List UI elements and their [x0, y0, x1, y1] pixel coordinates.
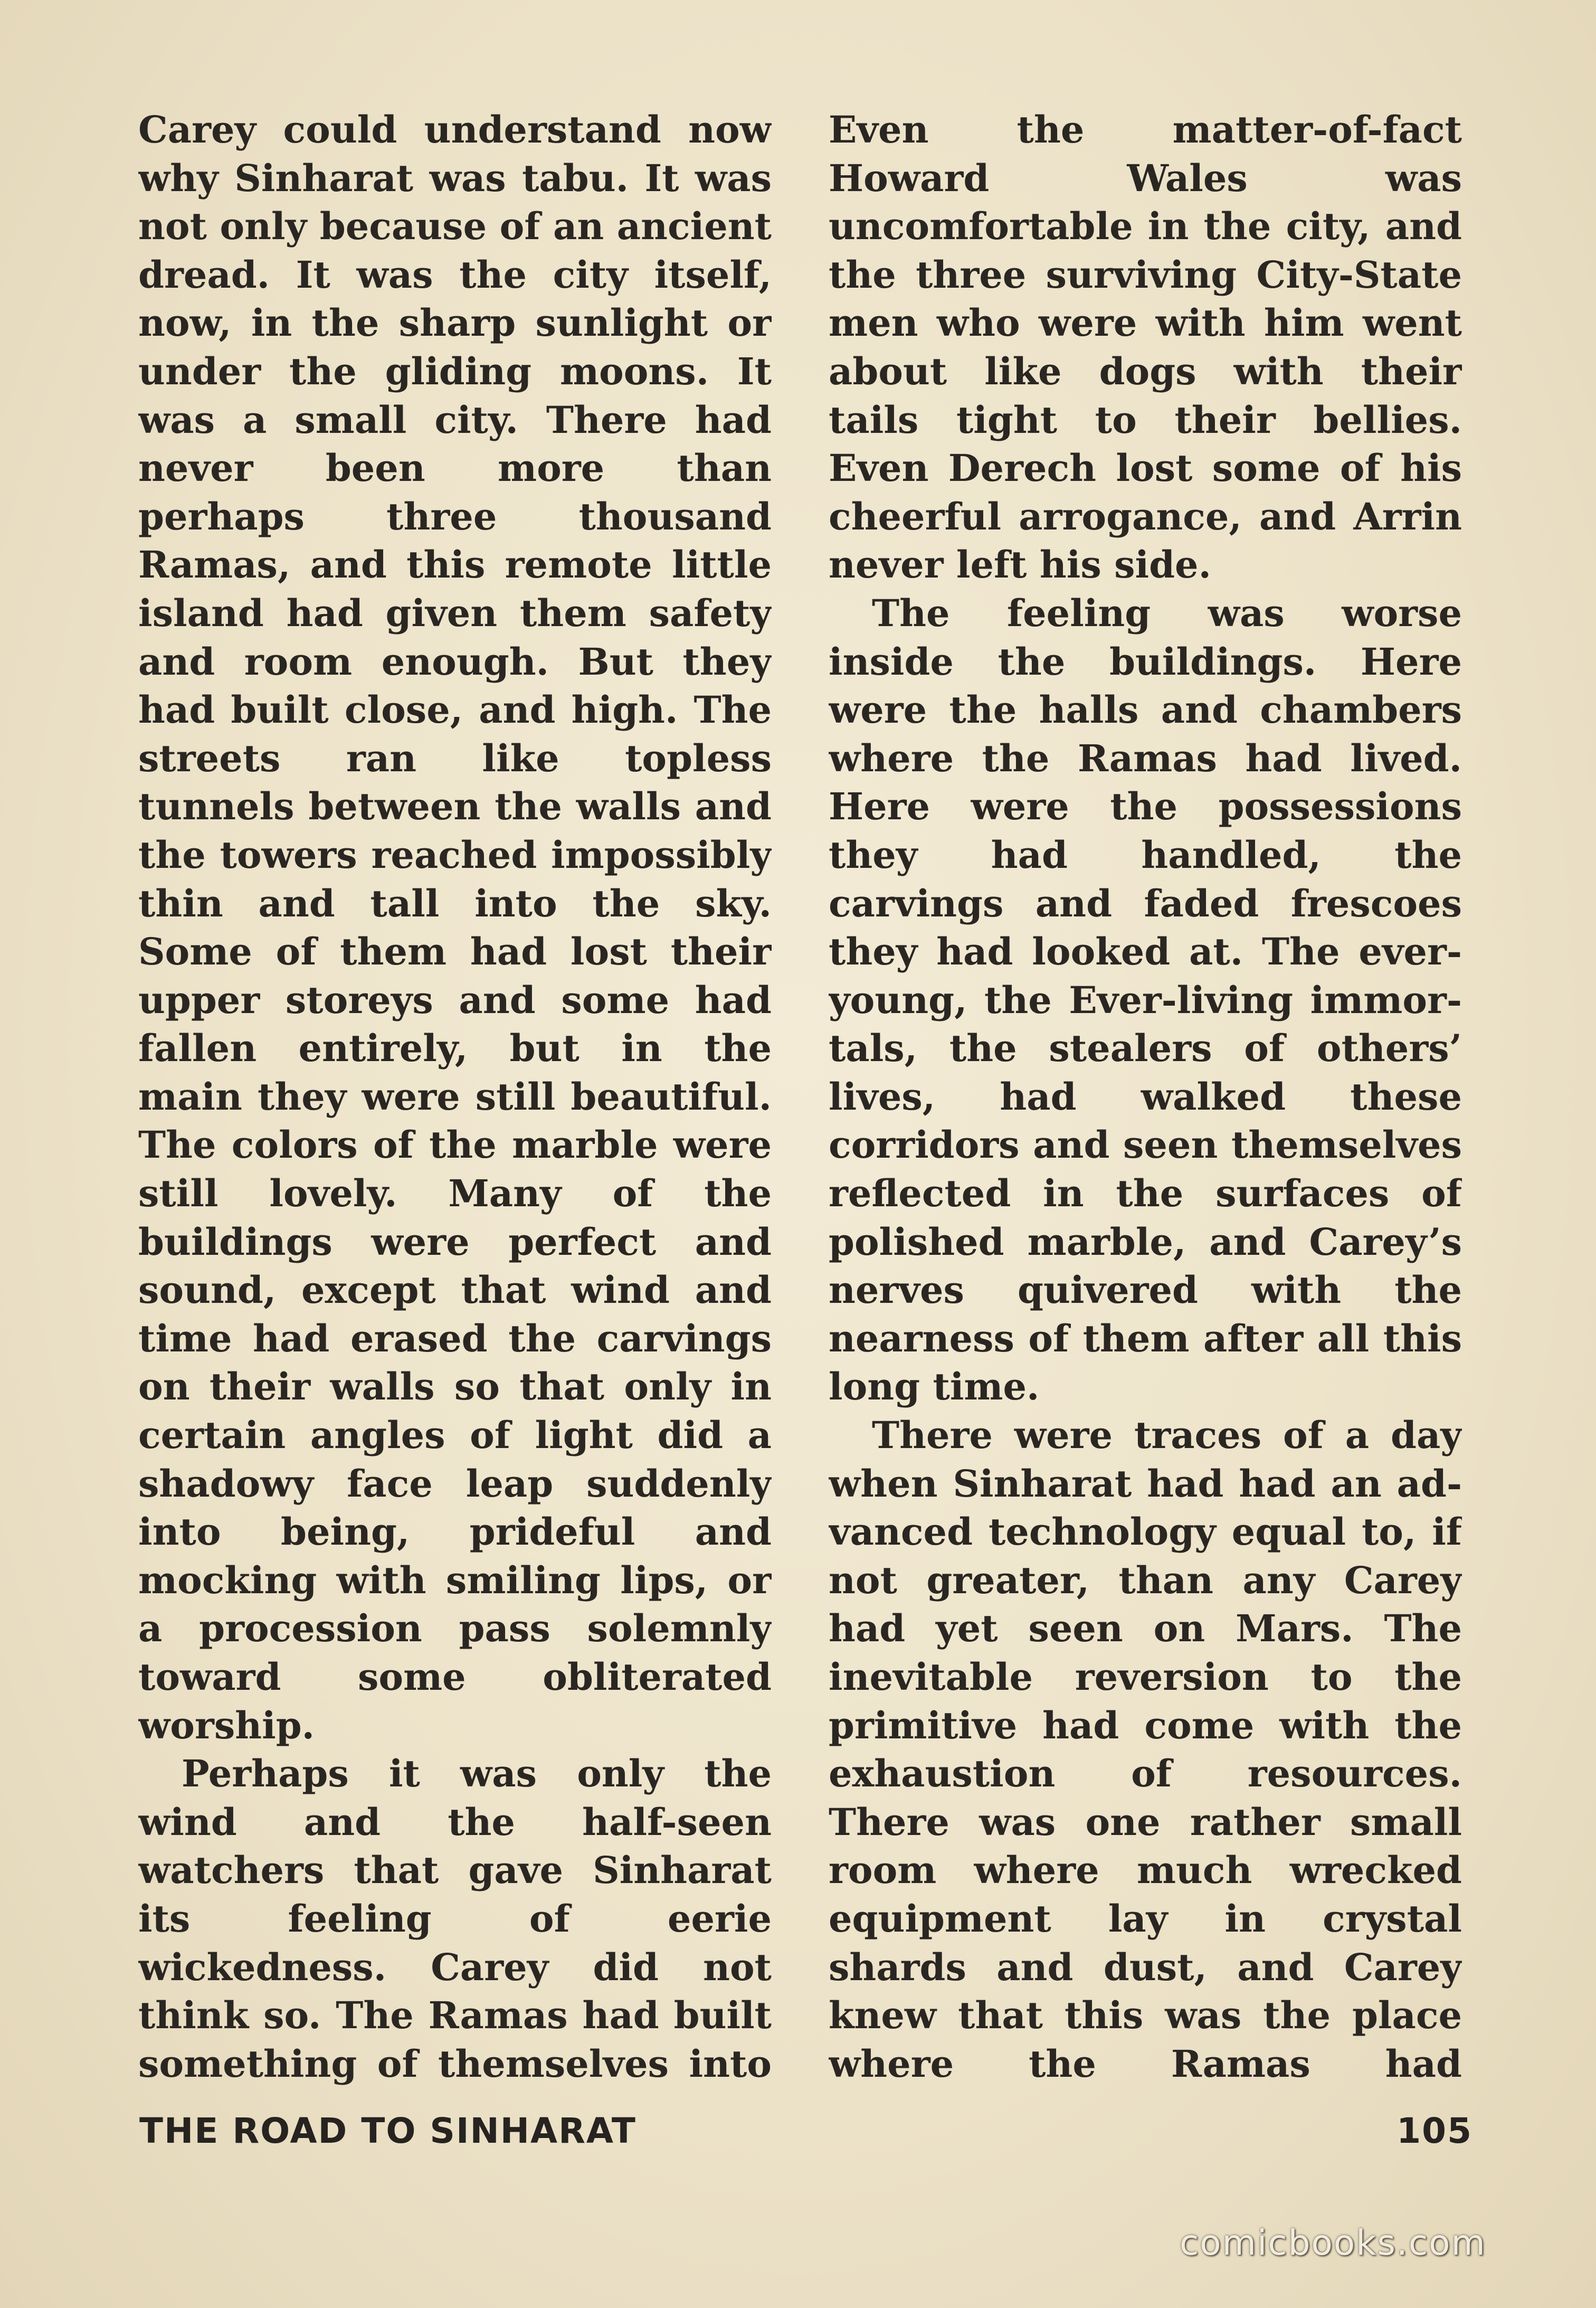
- paragraph: Perhaps it was only the wind and the half-seen watchers that gave Sinharat its feeling of eerie wickedness. Carey did not think so. The Ramas had built something of themselves into: [138, 1752, 772, 2086]
- paragraph: Even the matter-of-fact Howard Wales was uncomfortable in the city, and the three surviving City-State men who were with him went about like dogs with their tails tight to their bellies. Even Derech lost some of his cheerful arrogance, and Arrin never left his side.: [829, 108, 1462, 587]
- running-title: THE ROAD TO SINHARAT: [139, 2111, 636, 2151]
- paragraph: The feeling was worse inside the buildings. Here were the halls and chambers where the Ramas had lived. Here were the possessions they had handled, the carvings and faded frescoes they had looked at. The ever-young, the Ever-living immortals, the stealers of others’ lives, had walked these corridors and seen themselves reflected in the surfaces of polished marble, and Carey’s nerves quivered with the nearness of them after all this long time.: [829, 591, 1462, 1409]
- page-number: 105: [1396, 2111, 1472, 2151]
- paragraph: Carey could understand now why Sinharat was tabu. It was not only because of an ancient dread. It was the city itself, now, in the sharp sunlight or under the gliding moons. It was a small city. There had never been more than perhaps three thousand Ramas, and this remote little island had given them safety and room enough. But they had built close, and high. The streets ran like topless tunnels between the walls and the towers reached impossibly thin and tall into the sky. Some of them had lost their upper storeys and some had fallen entirely, but in the main they were still beautiful. The colors of the marble were still lovely. Many of the buildings were perfect and sound, except that wind and time had erased the carvings on their walls so that only in certain angles of light did a shadowy face leap suddenly into being, prideful and mocking with smiling lips, or a procession pass solemnly toward some obliterated worship.: [138, 108, 772, 1747]
- paragraph: There were traces of a day when Sinharat had had an advanced technology equal to, if not greater, than any Carey had yet seen on Mars. The inevitable reversion to the primitive had come with the exhaustion of resources. There was one rather small room where much wrecked equipment lay in crystal shards and dust, and Carey knew that this was the place where the Ramas had: [829, 1413, 1462, 2086]
- right-text-column: [829, 106, 1462, 2091]
- left-text-column: [138, 106, 772, 2091]
- page-footer: [139, 2111, 1472, 2163]
- site-watermark: comicbooks.com: [1180, 2222, 1486, 2263]
